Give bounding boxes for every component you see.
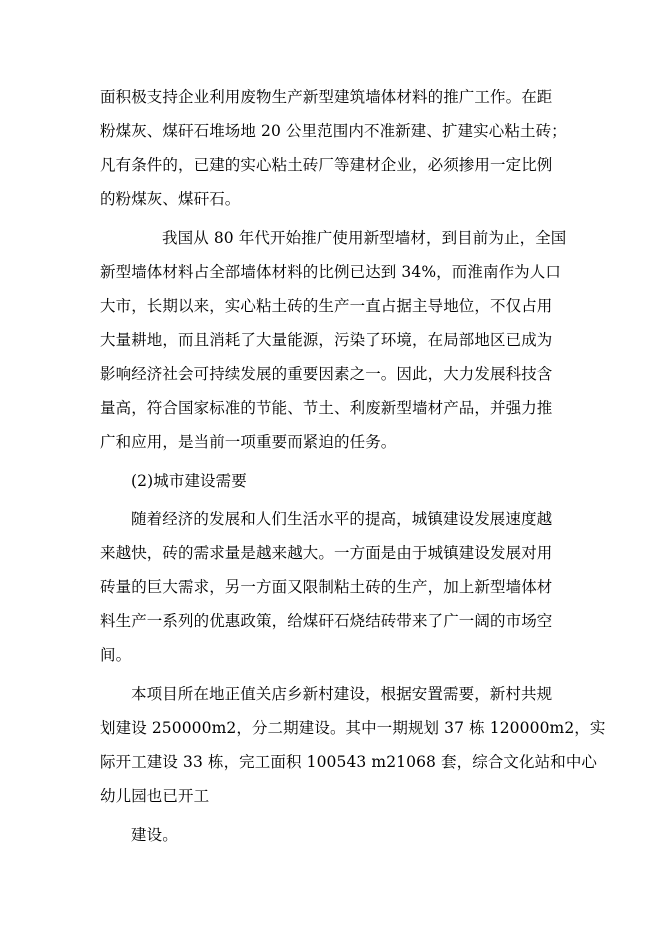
paragraph-2-line-4: 大量耕地，而且消耗了大量能源，污染了环境，在局部地区已成为 bbox=[100, 331, 553, 349]
paragraph-2-line-3: 大市，长期以来，实心粘土砖的生产一直占据主导地位，不仅占用 bbox=[100, 297, 553, 315]
paragraph-3-line-4: 料生产一系列的优惠政策，给煤矸石烧结砖带来了广一阔的市场空 bbox=[100, 612, 553, 630]
paragraph-1-line-4: 的粉煤灰、煤矸石。 bbox=[100, 190, 241, 208]
paragraph-2-line-7: 广和应用，是当前一项重要而紧迫的任务。 bbox=[100, 433, 397, 451]
paragraph-3-line-1: 随着经济的发展和人们生活水平的提高，城镇建设发展速度越 bbox=[131, 510, 553, 528]
paragraph-2-line-1: 我国从 80 年代开始推广使用新型墙材，到目前为止，全国 bbox=[162, 229, 567, 247]
paragraph-5-line-1: 建设。 bbox=[131, 826, 178, 844]
paragraph-4-line-2: 划建设 250000m2，分二期建设。其中一期规划 37 栋 120000m2，实 bbox=[100, 719, 606, 737]
paragraph-1-line-2: 粉煤灰、煤矸石堆场地 20 公里范围内不准新建、扩建实心粘土砖； bbox=[100, 122, 567, 140]
section-heading: (2)城市建设需要 bbox=[131, 472, 247, 490]
paragraph-4-line-1: 本项目所在地正值关店乡新村建设，根据安置需要，新村共规 bbox=[131, 685, 553, 703]
paragraph-3-line-2: 来越快，砖的需求量是越来越大。一方面是由于城镇建设发展对用 bbox=[100, 544, 553, 562]
paragraph-1-line-1: 面积极支持企业利用废物生产新型建筑墙体材料的推广工作。在距 bbox=[100, 88, 553, 106]
paragraph-4-line-3: 际开工建设 33 栋，完工面积 100543 m21068 套，综合文化站和中心 bbox=[100, 753, 598, 771]
paragraph-3-line-3: 砖量的巨大需求，另一方面又限制粘土砖的生产，加上新型墙体材 bbox=[100, 578, 553, 596]
paragraph-4-line-4: 幼儿园也已开工 bbox=[100, 787, 210, 805]
paragraph-2-line-6: 量高，符合国家标准的节能、节土、利废新型墙材产品，并强力推 bbox=[100, 399, 553, 417]
paragraph-1-line-3: 凡有条件的，已建的实心粘土砖厂等建材企业，必须掺用一定比例 bbox=[100, 156, 553, 174]
paragraph-2-line-5: 影响经济社会可持续发展的重要因素之一。因此，大力发展科技含 bbox=[100, 365, 553, 383]
paragraph-2-line-2: 新型墙体材料占全部墙体材料的比例已达到 34%，而淮南作为人口 bbox=[100, 263, 561, 281]
paragraph-3-line-5: 间。 bbox=[100, 646, 132, 664]
